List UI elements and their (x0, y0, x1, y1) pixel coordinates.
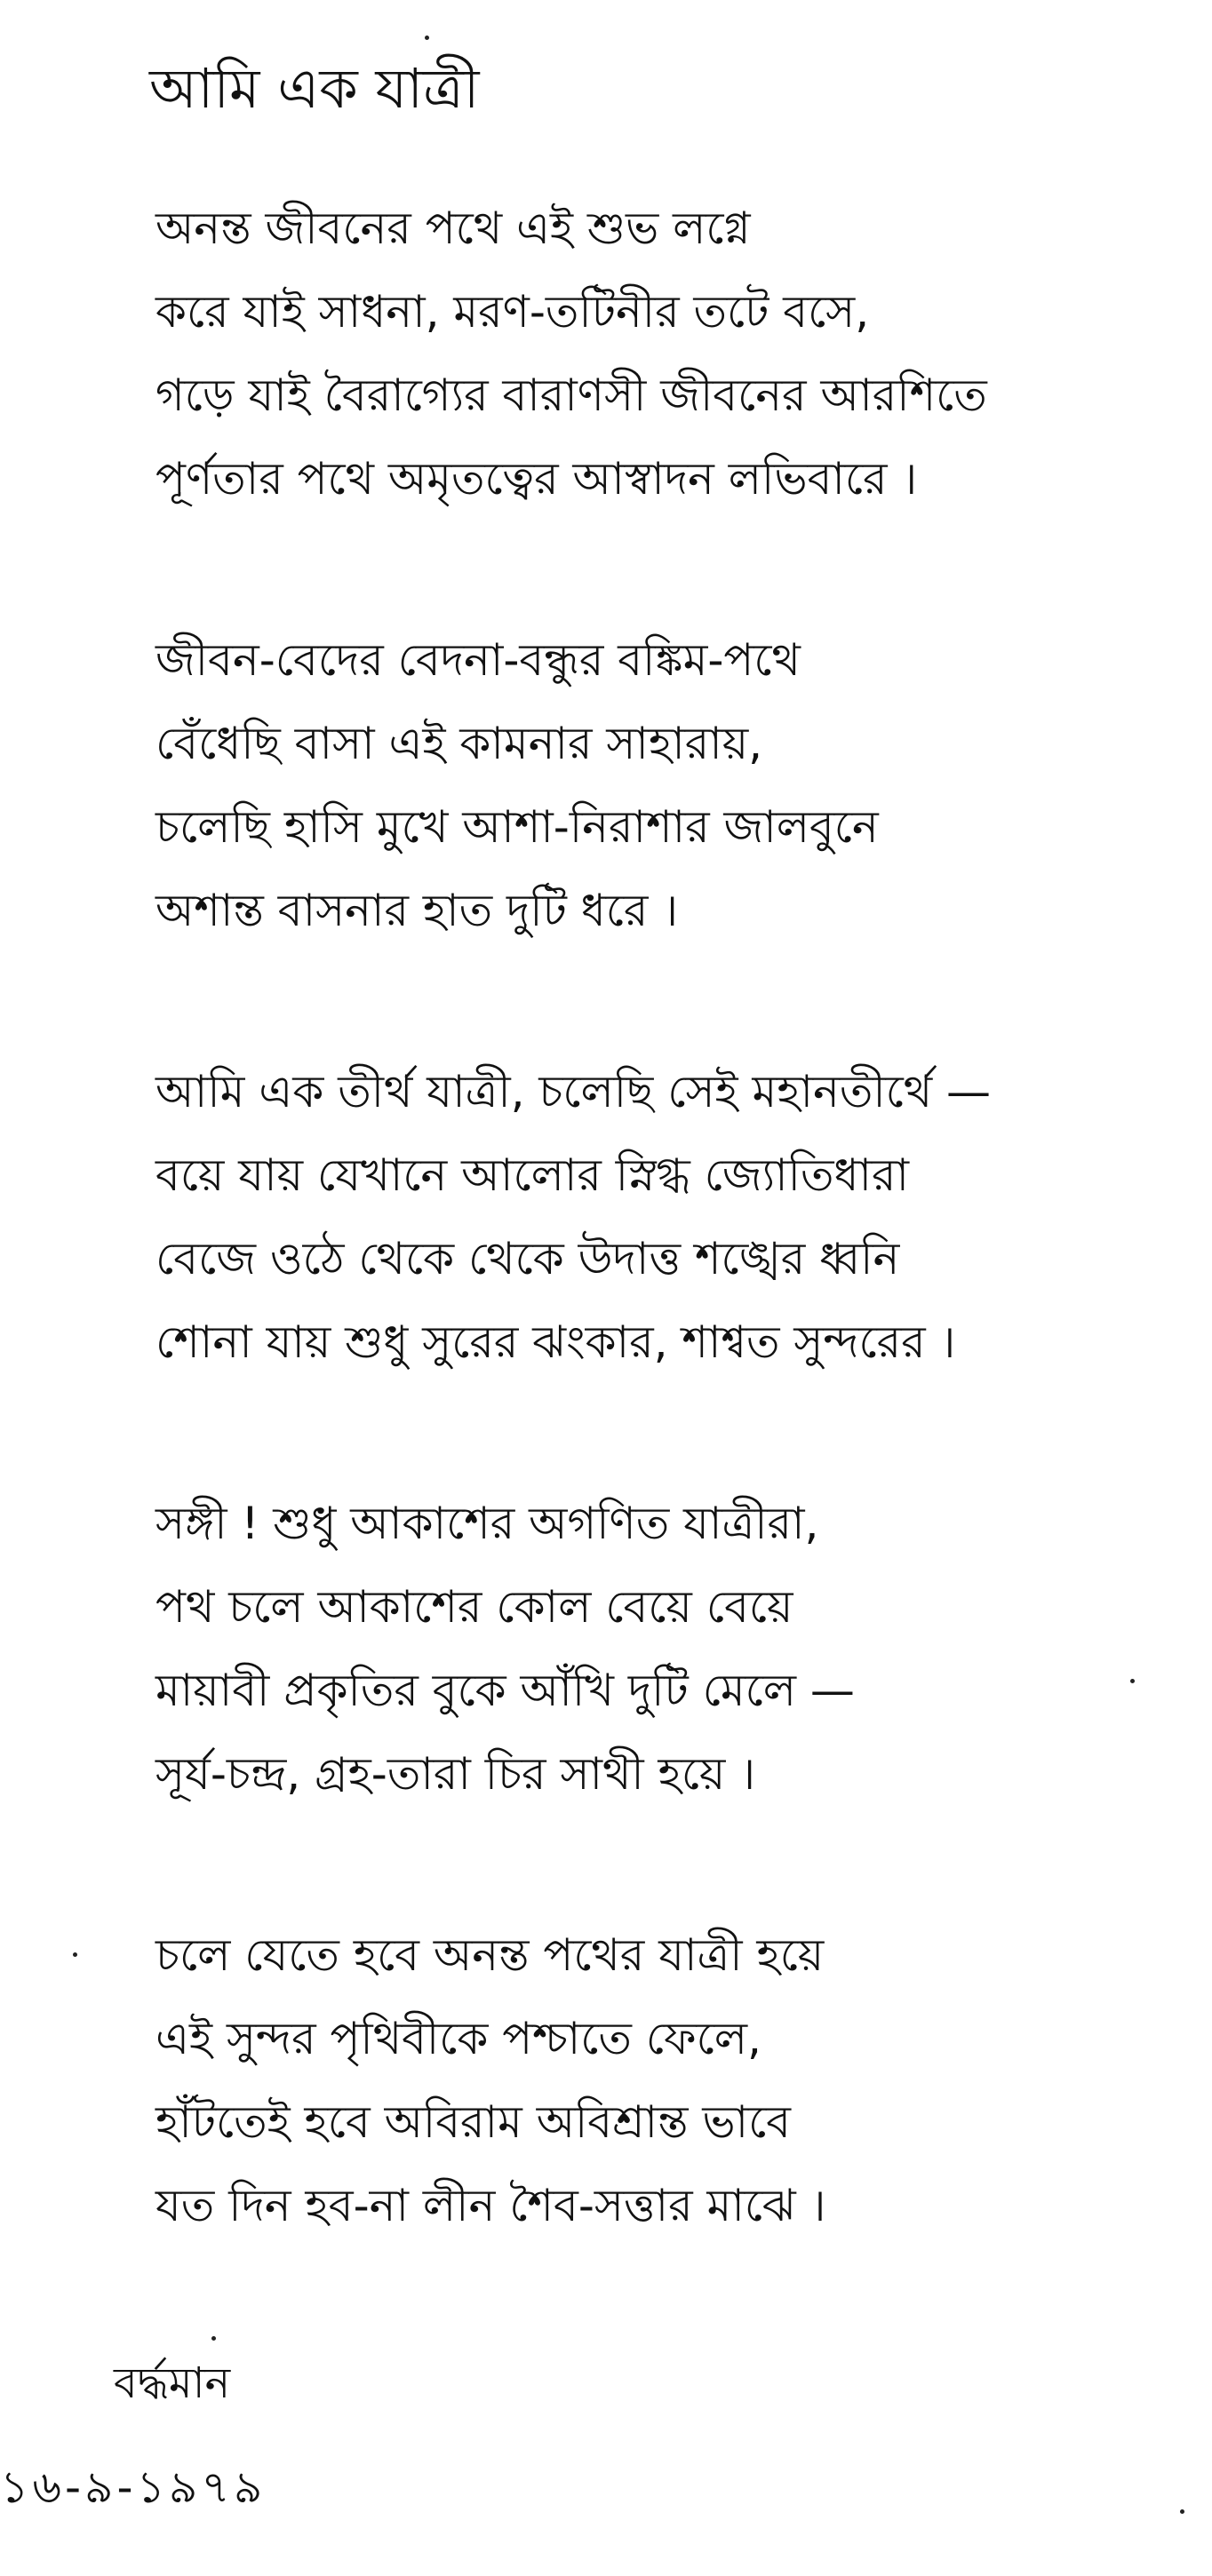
poem-line: আমি এক তীর্থ যাত্রী, চলেছি সেই মহানতীর্থে — (155, 1066, 992, 1117)
poem-line: এই সুন্দর পৃথিবীকে পশ্চাতে ফেলে, (155, 2013, 761, 2064)
scan-speck (211, 2336, 216, 2341)
poem-line: পথ চলে আকাশের কোল বেয়ে বেয়ে (155, 1581, 793, 1633)
poem-line: সূর্য-চন্দ্র, গ্রহ-তারা চির সাথী হয়ে । (155, 1748, 756, 1800)
stanza-1 (155, 187, 1186, 521)
scan-speck (73, 1952, 77, 1957)
poem-line: বেঁধেছি বাসা এই কামনার সাহারায়, (155, 718, 763, 769)
place-signature: বর্দ্ধমান (114, 2358, 231, 2408)
scan-speck (1180, 2509, 1184, 2514)
poem-line: করে যাই সাধনা, মরণ-তটিনীর তটে বসে, (155, 286, 870, 338)
poem-line: যত দিন হব-না লীন শৈব-সত্তার মাঝে । (155, 2180, 826, 2231)
poem-title: আমি এক যাত্রী (149, 56, 480, 121)
poem-body (155, 187, 1186, 2345)
poem-line: চলে যেতে হবে অনন্ত পথের যাত্রী হয়ে (155, 1929, 825, 1981)
poem-line: বেজে ওঠে থেকে থেকে উদাত্ত শঙ্খের ধ্বনি (155, 1233, 900, 1284)
stanza-5 (155, 1913, 1186, 2247)
poem-line: শোনা যায় শুধু সুরের ঝংকার, শাশ্বত সুন্দরের । (155, 1316, 956, 1368)
poem-line: হাঁটতেই হবে অবিরাম অবিশ্রান্ত ভাবে (155, 2096, 792, 2148)
poem-line: চলেছি হাসি মুখে আশা-নিরাশার জালবুনে (155, 801, 879, 853)
poem-line: অনন্ত জীবনের পথে এই শুভ লগ্নে (155, 203, 751, 254)
poem-line: জীবন-বেদের বেদনা-বন্ধুর বঙ্কিম-পথে (155, 634, 801, 686)
poem-line: মায়াবী প্রকৃতির বুকে আঁখি দুটি মেলে — (155, 1665, 855, 1716)
stanza-4 (155, 1482, 1186, 1816)
poem-line: সঙ্গী ! শুধু আকাশের অগণিত যাত্রীরা, (155, 1498, 819, 1549)
poem-line: অশান্ত বাসনার হাত দুটি ধরে । (155, 885, 679, 936)
poem-line: বয়ে যায় যেখানে আলোর স্নিগ্ধ জ্যোতিধারা (155, 1149, 909, 1201)
scan-speck (425, 36, 429, 40)
poem-line: পূর্ণতার পথে অমৃতত্বের আস্বাদন লভিবারে । (155, 453, 918, 505)
poem-line: গড়ে যাই বৈরাগ্যের বারাণসী জীবনের আরশিতে (155, 370, 987, 421)
stanza-2 (155, 618, 1186, 952)
date-signature: ১৬-৯-১৯৭৯ (0, 2461, 267, 2513)
stanza-3 (155, 1050, 1186, 1384)
scan-speck (1130, 1679, 1135, 1683)
